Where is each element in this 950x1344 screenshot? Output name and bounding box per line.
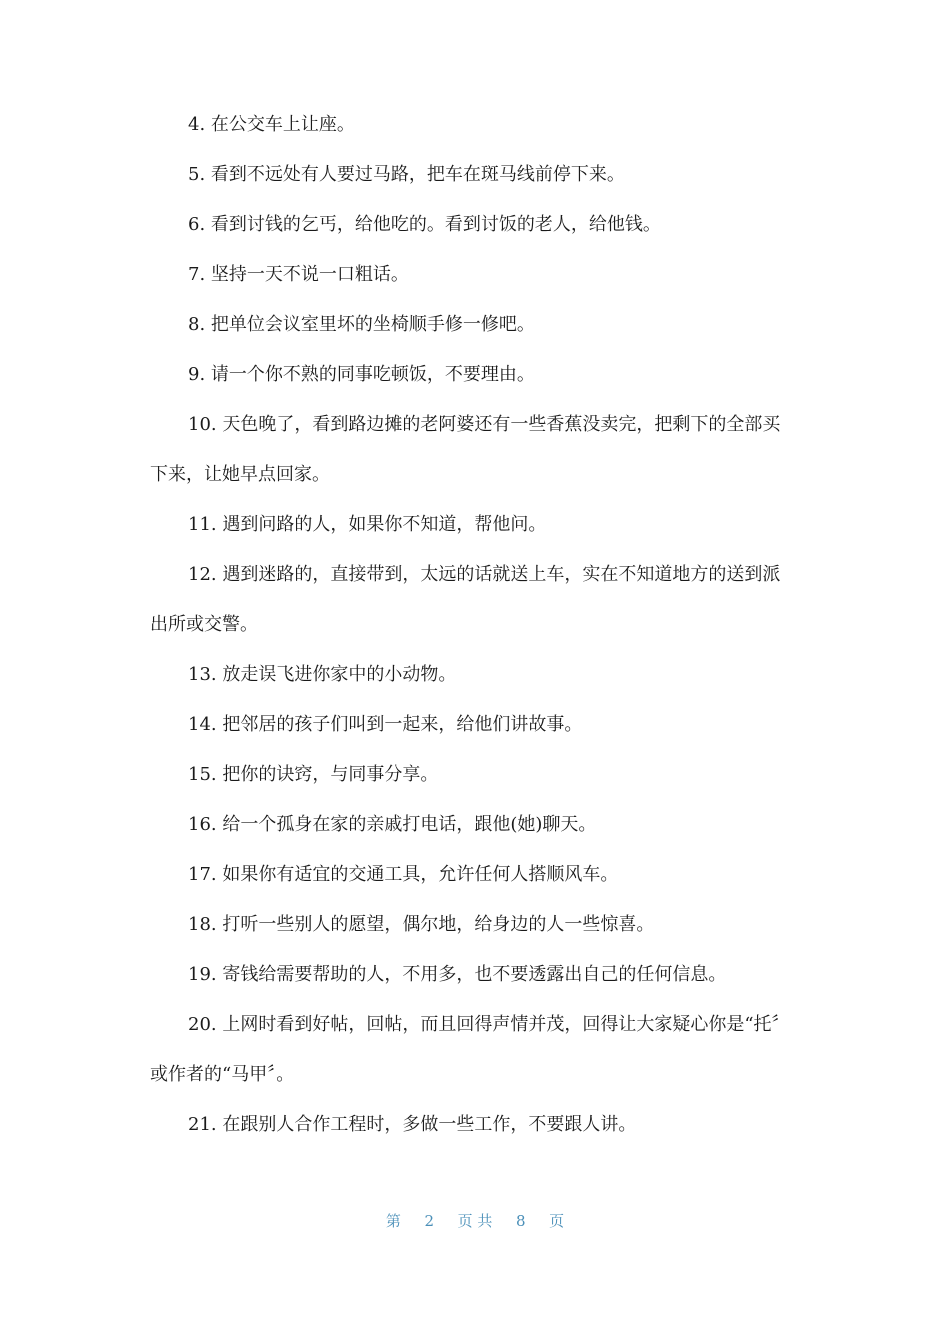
- list-item: 4. 在公交车上让座。: [188, 114, 355, 135]
- list-item: 11. 遇到问路的人，如果你不知道，帮他问。: [188, 514, 547, 535]
- list-item: 20. 上网时看到好帖，回帖，而且回得声情并茂，回得让大家疑心你是“托〞或作者的“马甲〞。: [150, 1014, 790, 1085]
- page-label-middle: 页 共: [457, 1212, 493, 1230]
- list-item: 17. 如果你有适宜的交通工具，允许任何人搭顺风车。: [188, 864, 619, 885]
- list-item: 7. 坚持一天不说一口粗话。: [188, 264, 409, 285]
- list-item: 10. 天色晚了，看到路边摊的老阿婆还有一些香蕉没卖完，把剩下的全部买下来，让她早点回家。: [150, 414, 781, 485]
- page-footer: [0, 1210, 950, 1231]
- list-item: 16. 给一个孤身在家的亲戚打电话，跟他(她)聊天。: [188, 814, 597, 835]
- list-item: 18. 打听一些别人的愿望，偶尔地，给身边的人一些惊喜。: [188, 914, 655, 935]
- list-item: 14. 把邻居的孩子们叫到一起来，给他们讲故事。: [188, 714, 583, 735]
- list-item: 15. 把你的诀窍，与同事分享。: [188, 764, 439, 785]
- total-pages: 8: [515, 1212, 526, 1230]
- list-item: 9. 请一个你不熟的同事吃顿饭，不要理由。: [188, 364, 535, 385]
- list-item: 19. 寄钱给需要帮助的人，不用多，也不要透露出自己的任何信息。: [188, 964, 727, 985]
- page-label-prefix: 第: [385, 1212, 401, 1230]
- list-item: 12. 遇到迷路的，直接带到，太远的话就送上车，实在不知道地方的送到派出所或交警。: [150, 564, 781, 635]
- list-item: 6. 看到讨钱的乞丐，给他吃的。看到讨饭的老人，给他钱。: [188, 214, 661, 235]
- list-item: 5. 看到不远处有人要过马路，把车在斑马线前停下来。: [188, 164, 625, 185]
- list-item: 13. 放走误飞进你家中的小动物。: [188, 664, 457, 685]
- document-body: [150, 100, 795, 1150]
- list-item: 8. 把单位会议室里坏的坐椅顺手修一修吧。: [188, 314, 535, 335]
- page-number: 2: [424, 1212, 435, 1230]
- page-label-suffix: 页: [549, 1212, 565, 1230]
- list-item: 21. 在跟别人合作工程时，多做一些工作，不要跟人讲。: [188, 1114, 637, 1135]
